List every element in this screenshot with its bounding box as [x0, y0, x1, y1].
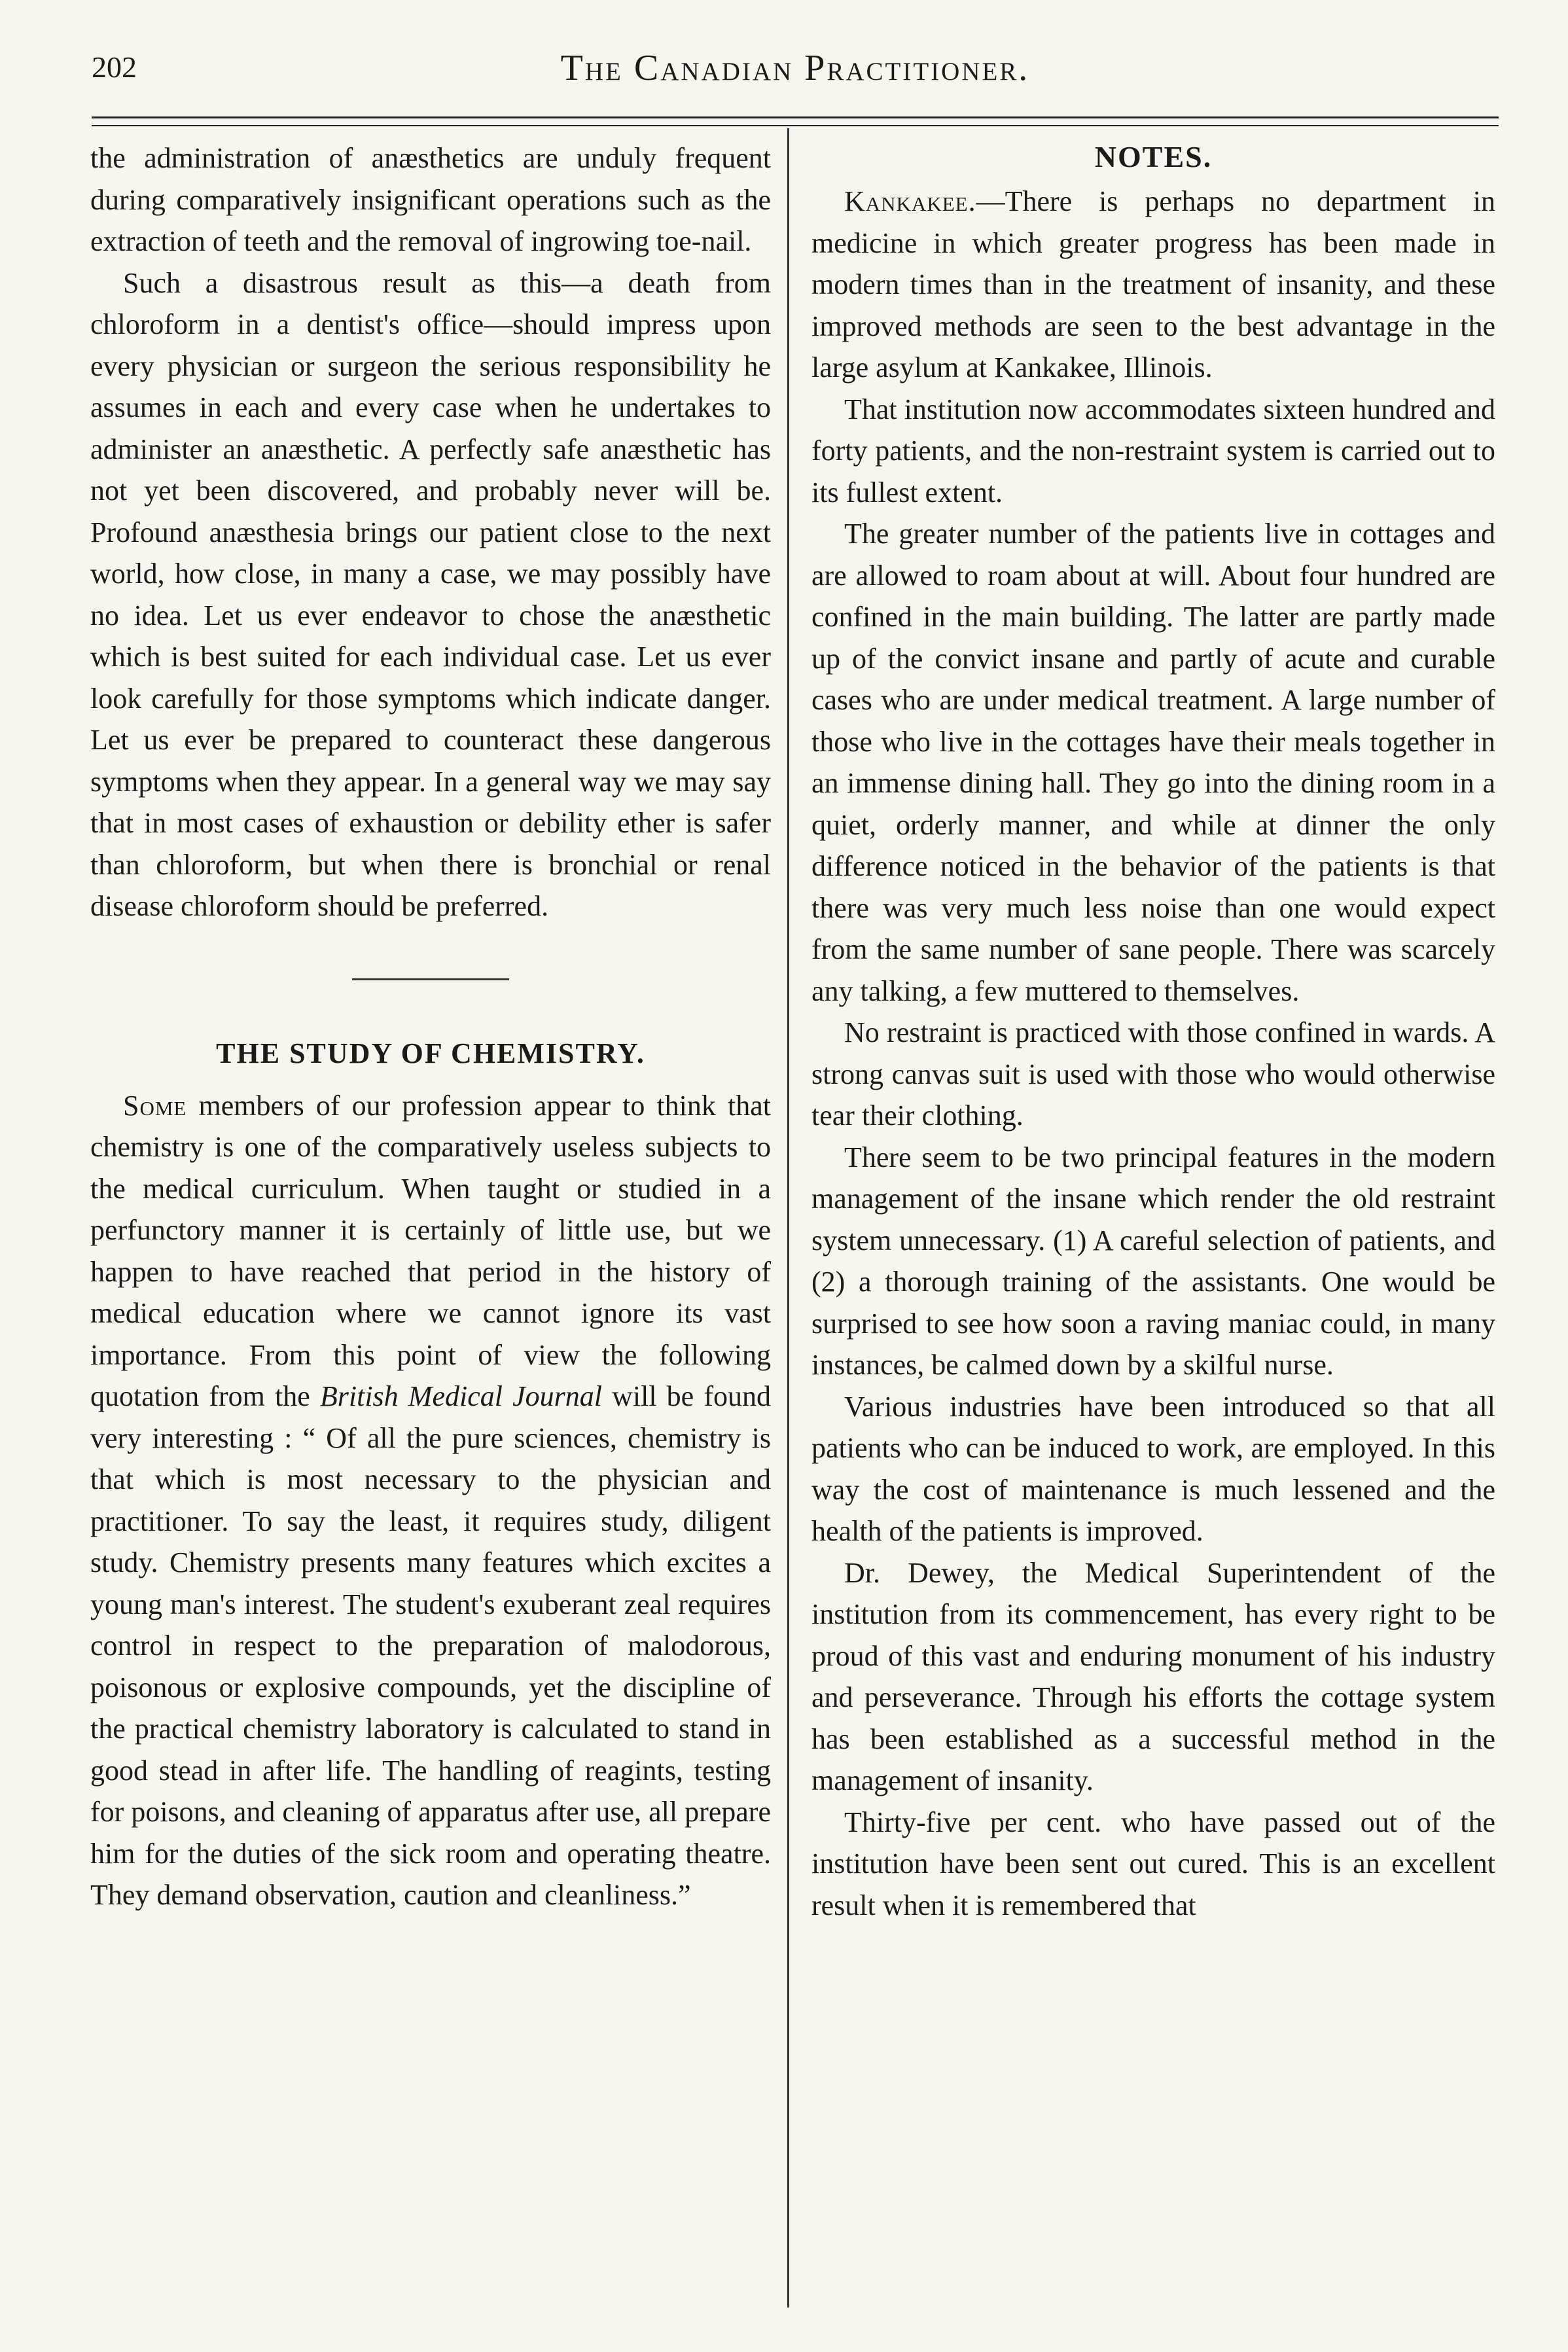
journal-title: British Medical Journal	[319, 1380, 602, 1412]
anaesthetics-paragraph-continued: the administration of anæsthetics are unduly frequent during comparatively insignificant operations such as the extraction of teeth and the removal of ingrowing toe-nail.	[90, 142, 771, 257]
chemistry-lead-word: Some	[123, 1089, 187, 1122]
header-double-rule	[92, 116, 1499, 126]
right-column	[811, 137, 1495, 1926]
dewey-paragraph: Dr. Dewey, the Medical Superintendent of the institution from its commencement, has every right to be proud of this vast and enduring monument of his industry and perseverance. Through his efforts the cottage system has been established as a successful method in the management of insanity.	[811, 1556, 1495, 1796]
notes-title: NOTES.	[1094, 140, 1213, 173]
left-column	[90, 137, 771, 1916]
chemistry-paragraph	[90, 1085, 771, 1916]
kankakee-lead-word: Kankakee.	[844, 185, 976, 217]
running-title: The Canadian Practitioner.	[560, 48, 1030, 88]
chemistry-text-b: will be found very interesting : “ Of all the pure sciences, chemistry is that which is most necessary to the physician and practitioner. To say the least, it requires study, diligent study. Chemistry presents many features which excites a young man's interest. The student's exuberant zeal requires control in respect to the preparation of malodorous, poisonous or explosive compounds, yet the discipline of the practical chemistry laboratory is calculated to stand in good stead in after life. The handling of reagints, testing for poisons, and cleaning of apparatus after use, all prepare him for the duties of the sick room and operating theatre. They demand observation, caution and cleanliness.”	[90, 1380, 771, 1911]
kankakee-text: —There is perhaps no department in medicine in which greater progress has been made in modern times than in the treatment of insanity, and these improved methods are seen to the best advantage in the large asylum at Kankakee, Illinois.	[811, 185, 1495, 383]
kankakee-paragraph	[811, 181, 1495, 389]
management-paragraph: There seem to be two principal features in the modern management of the insane which render the old restraint system unnecessary. (1) A careful selection of patients, and (2) a thorough training of the assistants. One would be surprised to see how soon a raving maniac could, in many instances, be calmed down by a skilful nurse.	[811, 1141, 1495, 1381]
column-divider	[787, 128, 789, 2307]
page-header	[92, 45, 1499, 103]
industries-paragraph: Various industries have been introduced so that all patients who can be induced to work, are employed. In this way the cost of maintenance is much lessened and the health of the patients is improved.	[811, 1390, 1495, 1547]
cured-paragraph: Thirty-five per cent. who have passed out of the institution have been sent out cured. This is an excellent result when it is remembered that	[811, 1806, 1495, 1921]
restraint-paragraph: No restraint is practiced with those confined in wards. A strong canvas suit is used with those who would otherwise tear their clothing.	[811, 1016, 1495, 1131]
cottages-paragraph: The greater number of the patients live in cottages and are allowed to roam about at will. About four hundred are confined in the main building. The latter are partly made up of the convict insane and partly of acute and curable cases who are under medical treatment. A large number of those who live in the cottages have their meals together in an immense dining hall. They go into the dining room in a quiet, orderly manner, and while at dinner the only difference noticed in the behavior of the patients is that there was very much less noise than one would expect from the same number of sane people. There was scarcely any talking, a few muttered to themselves.	[811, 518, 1495, 1007]
section-title-chemistry: THE STUDY OF CHEMISTRY.	[216, 1037, 645, 1069]
page-number: 202	[92, 50, 137, 84]
chemistry-text-a: members of our profession appear to think that chemistry is one of the comparatively useless subjects to the medical curriculum. When taught or studied in a perfunctory manner it is certainly of little use, but we happen to have reached that period in the history of medical education where we cannot ignore its vast importance. From this point of view the following quotation from the	[90, 1089, 771, 1412]
anaesthetics-paragraph: Such a disastrous result as this—a death from chloroform in a dentist's office—should impress upon every physician or surgeon the serious responsibility he assumes in each and every case when he undertakes to administer an anæsthetic. A perfectly safe anæsthetic has not yet been discovered, and probably never will be. Profound anæsthesia brings our patient close to the next world, how close, in many a case, we may possibly have no idea. Let us ever endeavor to chose the anæsthetic which is best suited for each individual case. Let us ever look carefully for those symptoms which indicate danger. Let us ever be prepared to counteract these dangerous symptoms when they appear. In a general way we may say that in most cases of exhaustion or debility ether is safer than chloroform, but when there is bronchial or renal disease chloroform should be preferred.	[90, 266, 771, 922]
institution-paragraph: That institution now accommodates sixteen hundred and forty patients, and the non-restraint system is carried out to its fullest extent.	[811, 393, 1495, 508]
section-separator-rule	[352, 978, 509, 980]
